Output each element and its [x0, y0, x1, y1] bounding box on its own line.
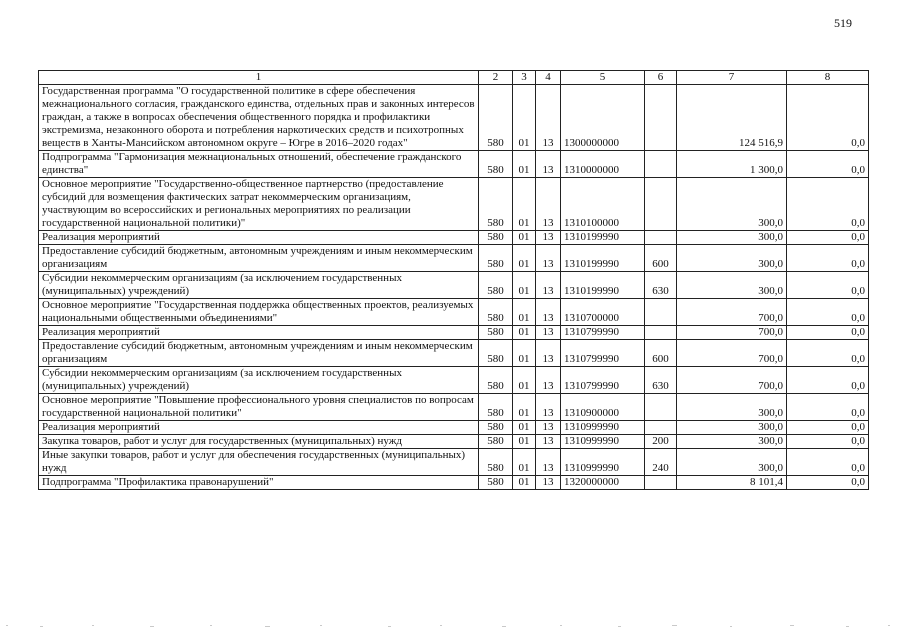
row-amount-extra: 0,0: [787, 476, 869, 490]
row-amount: 300,0: [677, 421, 787, 435]
row-name: Иные закупки товаров, работ и услуг для обеспечения государственных (муниципальных) нужд: [39, 449, 479, 476]
table-row: [39, 394, 869, 421]
row-amount: 300,0: [677, 178, 787, 231]
page-number: 519: [834, 16, 852, 30]
row-name: Предоставление субсидий бюджетным, автономным учреждениям и иным некоммерческим организациям: [39, 340, 479, 367]
row-ministry-code: 580: [479, 178, 513, 231]
column-header-7: 7: [677, 71, 787, 85]
row-name: Реализация мероприятий: [39, 231, 479, 245]
row-subsection-code: 13: [536, 326, 561, 340]
row-name: Подпрограмма "Гармонизация межнациональных отношений, обеспечение гражданского единства": [39, 151, 479, 178]
column-header-6: 6: [645, 71, 677, 85]
column-header-8: 8: [787, 71, 869, 85]
table-row: [39, 245, 869, 272]
row-subsection-code: 13: [536, 245, 561, 272]
row-target-article: 1310700000: [561, 299, 645, 326]
row-amount-extra: 0,0: [787, 435, 869, 449]
row-target-article: 1310900000: [561, 394, 645, 421]
row-subsection-code: 13: [536, 85, 561, 151]
row-name: Основное мероприятие "Государственно-общественное партнерство (предоставление субсидий для возмещения фактических затрат некоммерческим организациям, участвующим во всероссийских и региональных мероприятиях по реализации государственной национальной политики)": [39, 178, 479, 231]
table-row: [39, 340, 869, 367]
row-amount: 700,0: [677, 299, 787, 326]
table-row: [39, 178, 869, 231]
row-amount-extra: 0,0: [787, 245, 869, 272]
row-expense-type: [645, 326, 677, 340]
row-target-article: 1320000000: [561, 476, 645, 490]
row-section-code: 01: [513, 476, 536, 490]
row-expense-type: 630: [645, 367, 677, 394]
row-section-code: 01: [513, 178, 536, 231]
row-subsection-code: 13: [536, 272, 561, 299]
row-name: Субсидии некоммерческим организациям (за исключением государственных (муниципальных) учреждений): [39, 367, 479, 394]
row-amount-extra: 0,0: [787, 394, 869, 421]
row-target-article: 1310999990: [561, 421, 645, 435]
table-row: [39, 151, 869, 178]
row-expense-type: [645, 299, 677, 326]
row-ministry-code: 580: [479, 394, 513, 421]
row-ministry-code: 580: [479, 272, 513, 299]
row-expense-type: [645, 85, 677, 151]
row-ministry-code: 580: [479, 476, 513, 490]
row-ministry-code: 580: [479, 367, 513, 394]
row-subsection-code: 13: [536, 151, 561, 178]
row-expense-type: [645, 476, 677, 490]
row-amount-extra: 0,0: [787, 231, 869, 245]
row-amount: 300,0: [677, 231, 787, 245]
row-amount: 300,0: [677, 245, 787, 272]
row-expense-type: 600: [645, 340, 677, 367]
row-ministry-code: 580: [479, 340, 513, 367]
row-expense-type: [645, 231, 677, 245]
row-target-article: 1300000000: [561, 85, 645, 151]
row-section-code: 01: [513, 340, 536, 367]
row-name: Государственная программа "О государственной политике в сфере обеспечения межнационального согласия, гражданского единства, отдельных прав и законных интересов граждан, а также в вопросах обеспечения общественного порядка и профилактики экстремизма, незаконного оборота и потребления наркотических средств и психотропных веществ в Ханты-Мансийском автономном округе – Югре в 2016–2020 годах": [39, 85, 479, 151]
row-amount: 700,0: [677, 367, 787, 394]
row-ministry-code: 580: [479, 435, 513, 449]
row-ministry-code: 580: [479, 326, 513, 340]
row-subsection-code: 13: [536, 435, 561, 449]
budget-table: [38, 70, 869, 490]
row-section-code: 01: [513, 245, 536, 272]
row-expense-type: [645, 178, 677, 231]
row-amount: 1 300,0: [677, 151, 787, 178]
row-section-code: 01: [513, 299, 536, 326]
row-section-code: 01: [513, 326, 536, 340]
row-target-article: 1310799990: [561, 326, 645, 340]
row-target-article: 1310199990: [561, 231, 645, 245]
row-name: Реализация мероприятий: [39, 326, 479, 340]
row-amount-extra: 0,0: [787, 340, 869, 367]
column-header-1: 1: [39, 71, 479, 85]
row-subsection-code: 13: [536, 299, 561, 326]
row-amount: 8 101,4: [677, 476, 787, 490]
table-row: [39, 299, 869, 326]
row-target-article: 1310199990: [561, 272, 645, 299]
row-expense-type: [645, 421, 677, 435]
row-section-code: 01: [513, 394, 536, 421]
row-target-article: 1310799990: [561, 340, 645, 367]
row-subsection-code: 13: [536, 231, 561, 245]
row-amount-extra: 0,0: [787, 85, 869, 151]
column-header-3: 3: [513, 71, 536, 85]
row-ministry-code: 580: [479, 299, 513, 326]
row-subsection-code: 13: [536, 367, 561, 394]
table-row: [39, 272, 869, 299]
row-name: Реализация мероприятий: [39, 421, 479, 435]
row-amount: 300,0: [677, 435, 787, 449]
row-amount-extra: 0,0: [787, 272, 869, 299]
row-amount-extra: 0,0: [787, 421, 869, 435]
row-subsection-code: 13: [536, 340, 561, 367]
row-expense-type: 200: [645, 435, 677, 449]
table-row: [39, 326, 869, 340]
row-target-article: 1310999990: [561, 435, 645, 449]
row-target-article: 1310799990: [561, 367, 645, 394]
row-amount: 300,0: [677, 449, 787, 476]
row-ministry-code: 580: [479, 85, 513, 151]
row-name: Субсидии некоммерческим организациям (за исключением государственных (муниципальных) учреждений): [39, 272, 479, 299]
row-section-code: 01: [513, 231, 536, 245]
row-ministry-code: 580: [479, 151, 513, 178]
table-row: [39, 421, 869, 435]
table-row: [39, 231, 869, 245]
row-subsection-code: 13: [536, 449, 561, 476]
row-section-code: 01: [513, 449, 536, 476]
row-name: Закупка товаров, работ и услуг для государственных (муниципальных) нужд: [39, 435, 479, 449]
table-row: [39, 367, 869, 394]
row-amount-extra: 0,0: [787, 326, 869, 340]
table-row: [39, 85, 869, 151]
row-expense-type: 240: [645, 449, 677, 476]
row-section-code: 01: [513, 151, 536, 178]
column-header-2: 2: [479, 71, 513, 85]
table-row: [39, 435, 869, 449]
row-amount-extra: 0,0: [787, 178, 869, 231]
scan-noise-strip: [0, 622, 905, 630]
row-target-article: 1310000000: [561, 151, 645, 178]
row-ministry-code: 580: [479, 421, 513, 435]
row-amount: 300,0: [677, 394, 787, 421]
row-section-code: 01: [513, 367, 536, 394]
table-row: [39, 449, 869, 476]
row-amount-extra: 0,0: [787, 299, 869, 326]
row-amount-extra: 0,0: [787, 151, 869, 178]
row-amount: 300,0: [677, 272, 787, 299]
row-target-article: 1310199990: [561, 245, 645, 272]
row-expense-type: 600: [645, 245, 677, 272]
row-ministry-code: 580: [479, 449, 513, 476]
table-header-row: [39, 71, 869, 85]
row-subsection-code: 13: [536, 178, 561, 231]
row-ministry-code: 580: [479, 245, 513, 272]
row-section-code: 01: [513, 435, 536, 449]
row-subsection-code: 13: [536, 476, 561, 490]
row-name: Подпрограмма "Профилактика правонарушений": [39, 476, 479, 490]
row-section-code: 01: [513, 272, 536, 299]
row-expense-type: 630: [645, 272, 677, 299]
column-header-4: 4: [536, 71, 561, 85]
row-ministry-code: 580: [479, 231, 513, 245]
table-row: [39, 476, 869, 490]
row-name: Основное мероприятие "Повышение профессионального уровня специалистов по вопросам государственной национальной политики": [39, 394, 479, 421]
row-name: Предоставление субсидий бюджетным, автономным учреждениям и иным некоммерческим организациям: [39, 245, 479, 272]
row-subsection-code: 13: [536, 421, 561, 435]
row-target-article: 1310999990: [561, 449, 645, 476]
row-section-code: 01: [513, 421, 536, 435]
row-subsection-code: 13: [536, 394, 561, 421]
row-expense-type: [645, 151, 677, 178]
row-target-article: 1310100000: [561, 178, 645, 231]
row-amount: 700,0: [677, 326, 787, 340]
row-amount-extra: 0,0: [787, 367, 869, 394]
row-amount: 700,0: [677, 340, 787, 367]
column-header-5: 5: [561, 71, 645, 85]
row-amount: 124 516,9: [677, 85, 787, 151]
row-name: Основное мероприятие "Государственная поддержка общественных проектов, реализуемых национальными общественными объединениями": [39, 299, 479, 326]
row-expense-type: [645, 394, 677, 421]
row-amount-extra: 0,0: [787, 449, 869, 476]
row-section-code: 01: [513, 85, 536, 151]
